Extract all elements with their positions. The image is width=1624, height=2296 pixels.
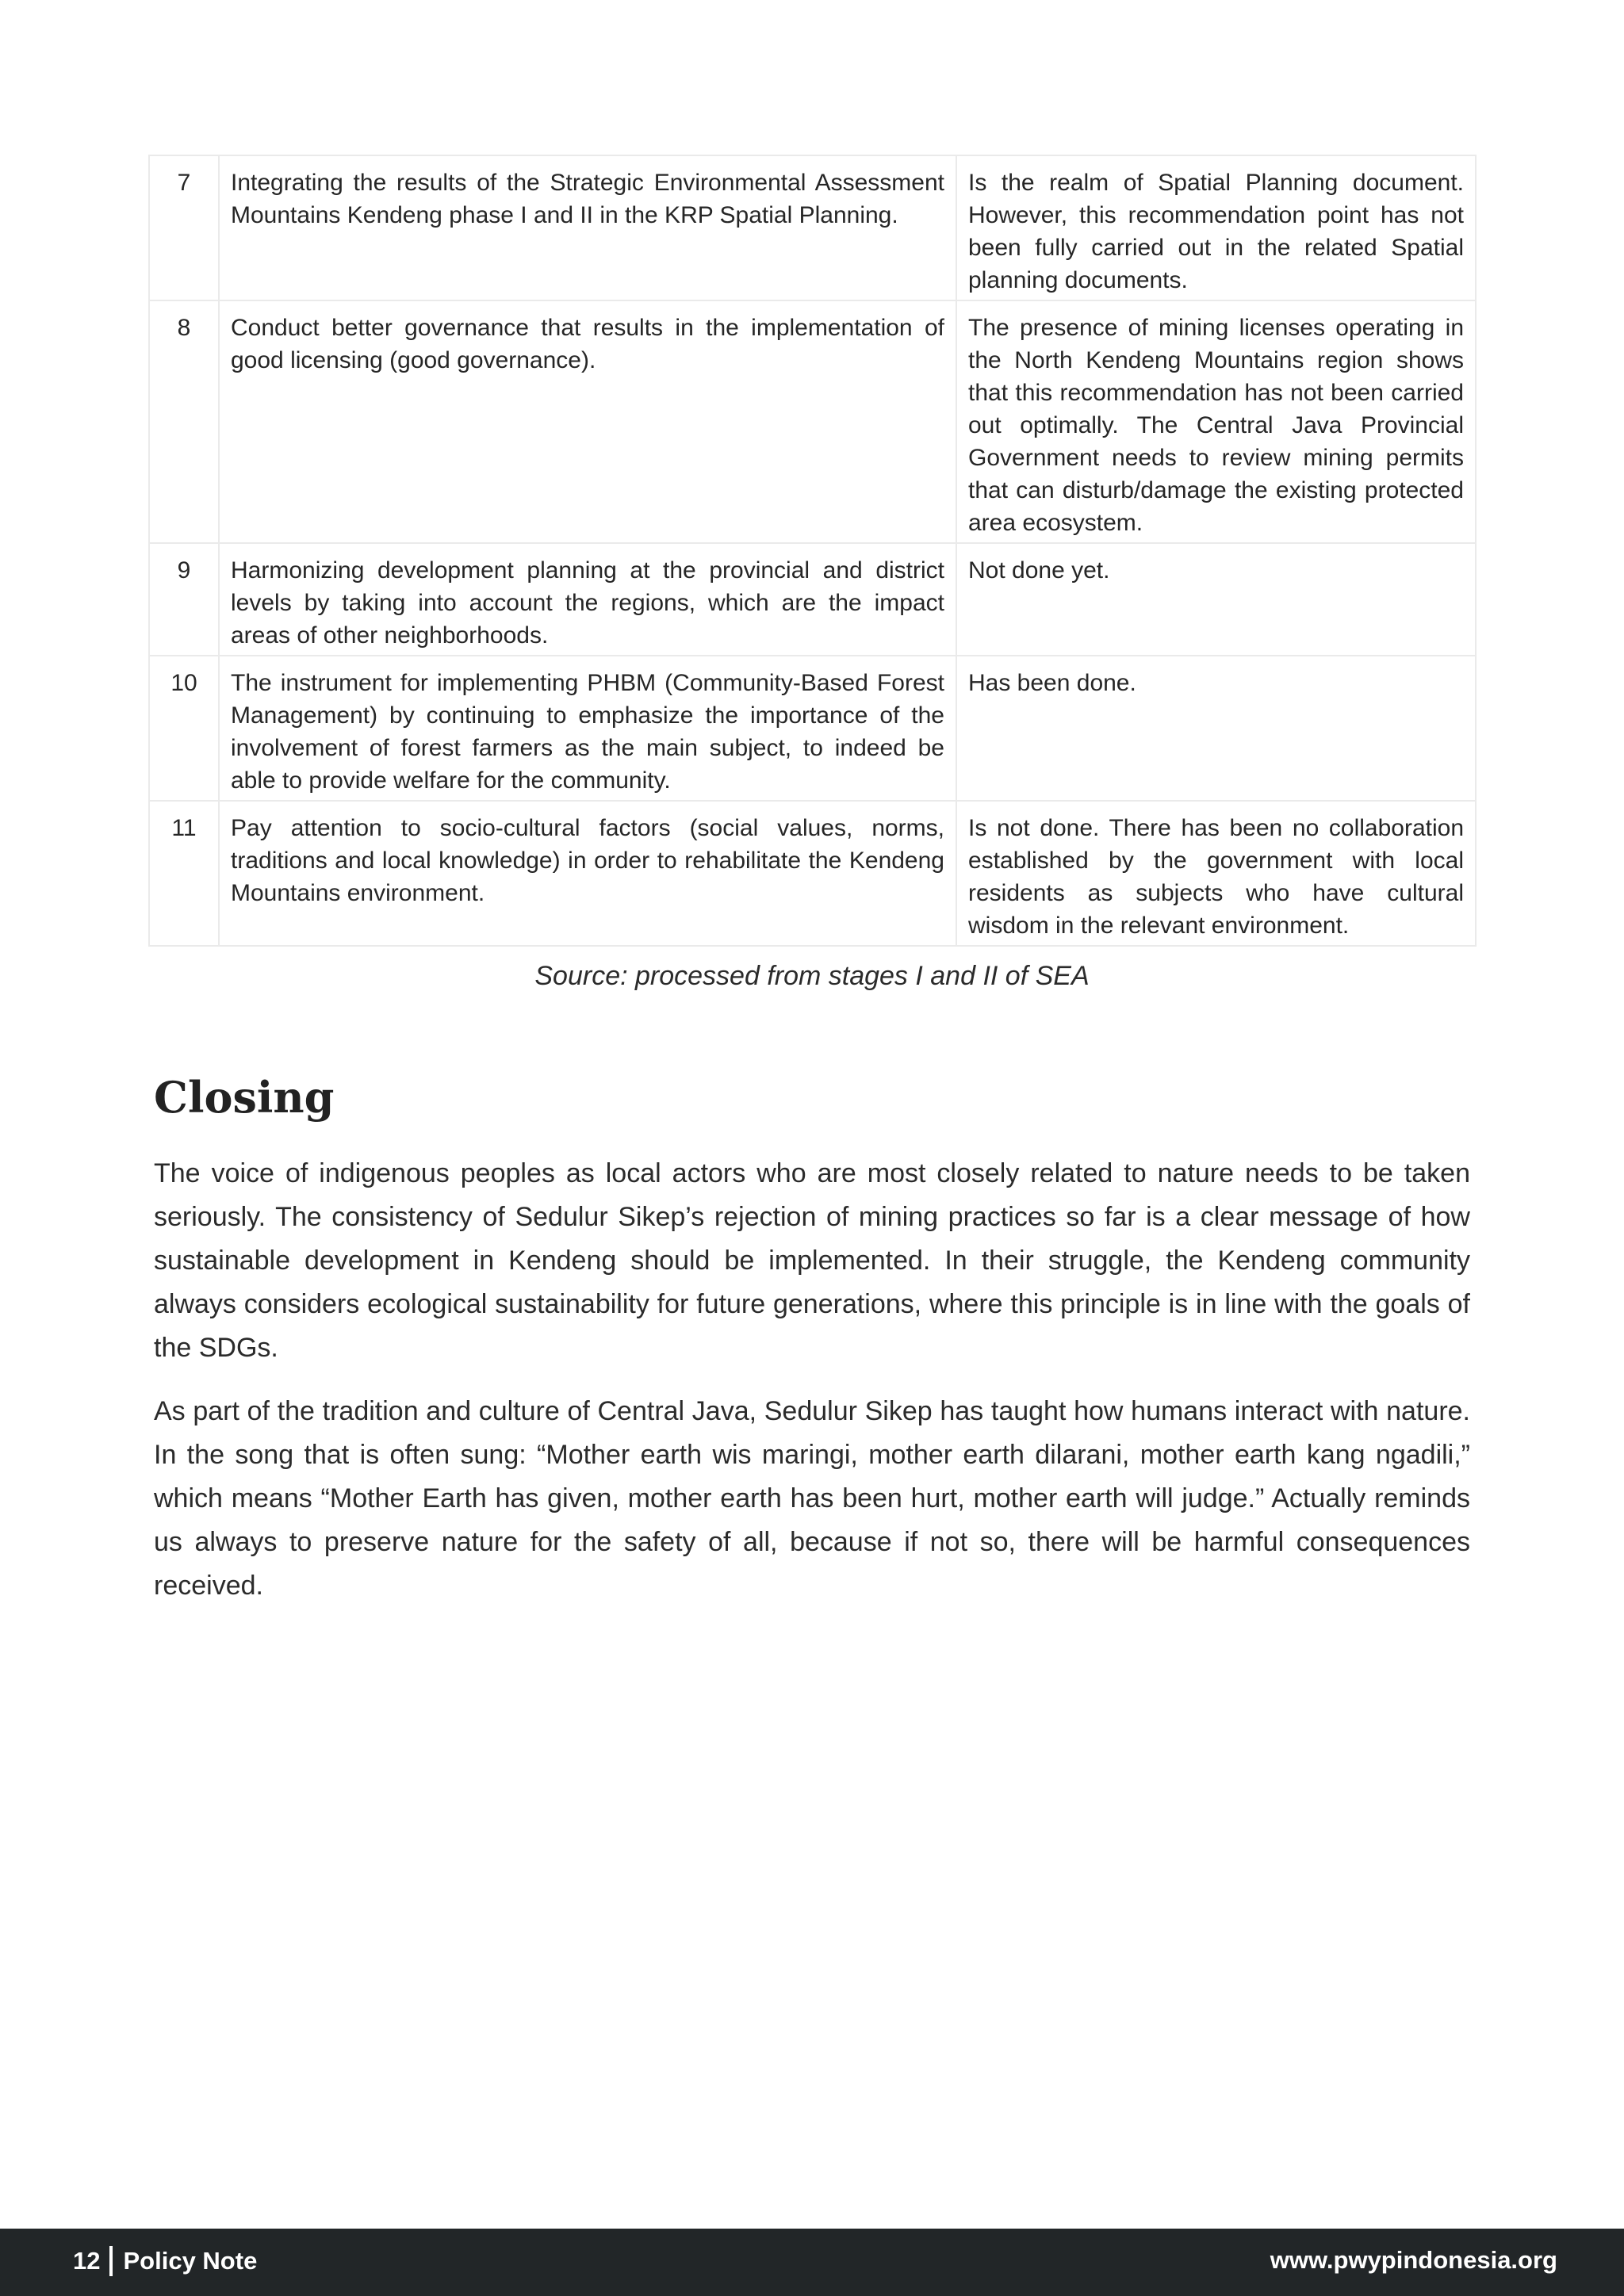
table-row	[149, 801, 1476, 946]
recommendation-cell: The instrument for implementing PHBM (Community-Based Forest Management) by continuing to emphasize the importance of the involvement of forest farmers as the main subject, to indeed be able to provide welfare for the community.	[219, 656, 956, 801]
website-link[interactable]: www.pwypindonesia.org	[1270, 2246, 1557, 2274]
table-row	[149, 543, 1476, 656]
row-number: 10	[149, 656, 219, 801]
recommendation-cell: Harmonizing development planning at the provincial and district levels by taking into account the regions, which are the impact areas of other neighborhoods.	[219, 543, 956, 656]
status-cell: Is not done. There has been no collaboration established by the government with local residents as subjects who have cultural wisdom in the relevant environment.	[956, 801, 1476, 946]
recommendation-cell: Integrating the results of the Strategic Environmental Assessment Mountains Kendeng phase I and II in the KRP Spatial Planning.	[219, 155, 956, 300]
page-number: 12	[73, 2247, 101, 2275]
closing-paragraph-1: The voice of indigenous peoples as local actors who are most closely related to nature needs to be taken seriously. The consistency of Sedulur Sikep’s rejection of mining practices so far is a clear message of how sustainable development in Kendeng should be implemented. In their struggle, the Kendeng community always considers ecological sustainability for future generations, where this principle is in line with the goals of the SDGs.	[154, 1158, 1470, 1363]
row-number: 8	[149, 300, 219, 543]
section-heading-closing: Closing	[154, 1072, 335, 1123]
status-cell: Has been done.	[956, 656, 1476, 801]
table-row	[149, 656, 1476, 801]
table-row	[149, 155, 1476, 300]
status-cell: Not done yet.	[956, 543, 1476, 656]
row-number: 9	[149, 543, 219, 656]
row-number: 7	[149, 155, 219, 300]
status-cell: The presence of mining licenses operating in the North Kendeng Mountains region shows that this recommendation has not been carried out optimally. The Central Java Provincial Government needs to review mining permits that can disturb/damage the existing protected area ecosystem.	[956, 300, 1476, 543]
table-source-caption: Source: processed from stages I and II of SEA	[534, 961, 1090, 991]
recommendation-cell: Conduct better governance that results in the implementation of good licensing (good governance).	[219, 300, 956, 543]
publication-name: Policy Note	[123, 2247, 258, 2275]
recommendations-table	[148, 155, 1477, 947]
recommendation-cell: Pay attention to socio-cultural factors (social values, norms, traditions and local knowledge) in order to rehabilitate the Kendeng Mountains environment.	[219, 801, 956, 946]
closing-paragraph-2: As part of the tradition and culture of Central Java, Sedulur Sikep has taught how humans interact with nature. In the song that is often sung: “Mother earth wis maringi, mother earth dilarani, mother earth kang ngadili,” which means “Mother Earth has given, mother earth has been hurt, mother earth will judge.” Actually reminds us always to preserve nature for the safety of all, because if not so, there will be harmful consequences received.	[154, 1396, 1470, 1601]
page-footer	[0, 2229, 1624, 2296]
table-row	[149, 300, 1476, 543]
footer-divider	[109, 2246, 113, 2276]
status-cell: Is the realm of Spatial Planning document. However, this recommendation point has not been fully carried out in the related Spatial planning documents.	[956, 155, 1476, 300]
footer-page-label	[73, 2246, 257, 2276]
row-number: 11	[149, 801, 219, 946]
